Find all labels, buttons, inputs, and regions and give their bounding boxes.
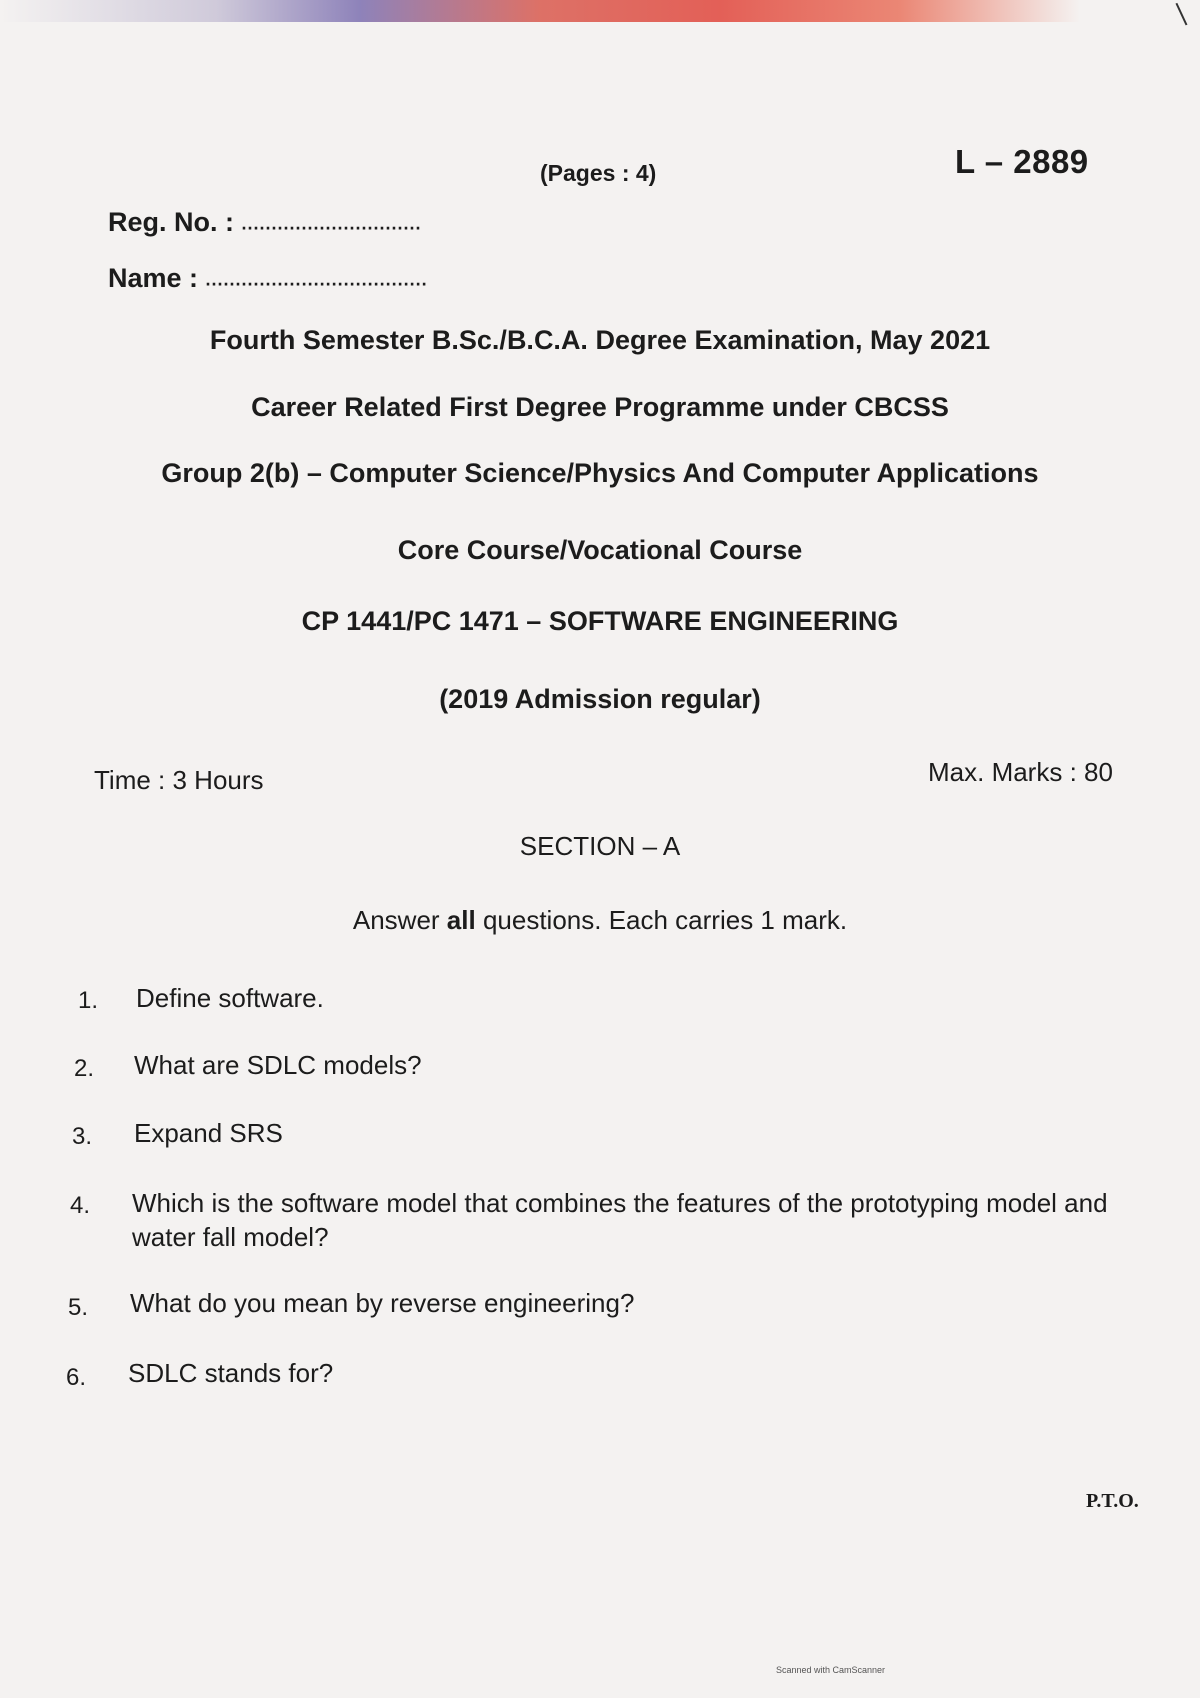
please-turn-over: P.T.O.: [1086, 1490, 1139, 1512]
reg-no-label: Reg. No. :: [108, 207, 234, 237]
question-text: Expand SRS: [134, 1118, 283, 1148]
question-number: 3.: [72, 1123, 93, 1150]
course-type-line: Core Course/Vocational Course: [397, 535, 803, 565]
question-text: What are SDLC models?: [134, 1050, 422, 1080]
instruction-emphasis: all: [446, 905, 476, 935]
question-number: 5.: [68, 1294, 89, 1321]
question-text: What do you mean by reverse engineering?: [130, 1288, 635, 1318]
question-number: 4.: [70, 1192, 91, 1219]
reg-no-row: [108, 207, 422, 238]
question-text: Define software.: [136, 983, 324, 1013]
question-number: 2.: [74, 1055, 95, 1082]
max-marks: Max. Marks : 80: [928, 757, 1113, 787]
name-row: [108, 263, 428, 294]
instruction-prefix: Answer: [352, 905, 447, 935]
name-label: Name :: [108, 263, 199, 293]
name-blank: .....................................: [205, 269, 428, 290]
section-title: SECTION – A: [519, 831, 681, 861]
page-count: (Pages : 4): [540, 160, 657, 186]
question-text: Which is the software model that combines the features of the prototyping model and water fall model?: [132, 1188, 1108, 1252]
exam-title: Fourth Semester B.Sc./B.C.A. Degree Examination, May 2021: [209, 325, 991, 355]
question-number: 6.: [66, 1364, 87, 1391]
scanner-watermark: Scanned with CamScanner: [776, 1665, 886, 1675]
question-text: SDLC stands for?: [128, 1358, 334, 1388]
question-number: 1.: [78, 987, 99, 1014]
instruction-suffix: questions. Each carries 1 mark.: [475, 905, 848, 935]
time-allowed: Time : 3 Hours: [94, 765, 264, 795]
admission-line: (2019 Admission regular): [439, 684, 761, 714]
course-code-line: CP 1441/PC 1471 – SOFTWARE ENGINEERING: [301, 606, 899, 636]
paper-code: L – 2889: [955, 143, 1089, 180]
programme-line: Career Related First Degree Programme under CBCSS: [251, 392, 949, 422]
reg-no-blank: ..............................: [241, 213, 422, 234]
torn-top-edge: [0, 0, 1200, 22]
section-instruction: [0, 905, 1200, 936]
group-line: Group 2(b) – Computer Science/Physics And Computer Applications: [161, 458, 1039, 488]
